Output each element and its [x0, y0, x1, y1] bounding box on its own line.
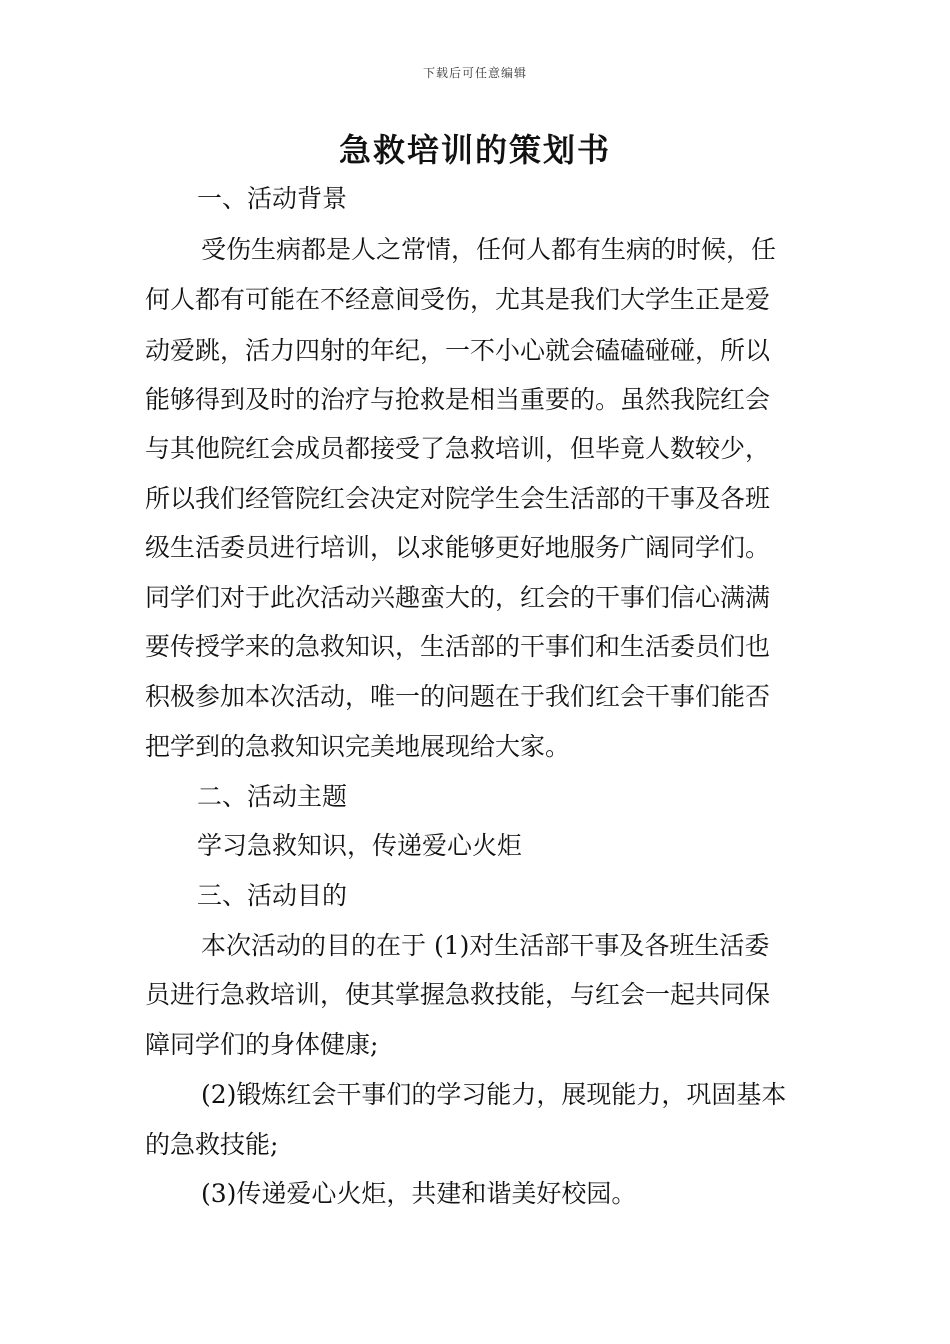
document-title: 急救培训的策划书	[338, 131, 611, 169]
body-line: 的急救技能;	[145, 1130, 279, 1159]
body-line: 把学到的急救知识完美地展现给大家。	[145, 732, 571, 761]
body-line: 本次活动的目的在于 (1)对生活部干事及各班生活委	[201, 931, 770, 960]
body-line: 与其他院红会成员都接受了急救培训，但毕竟人数较少，	[145, 434, 771, 463]
body-line: 何人都有可能在不经意间受伤，尤其是我们大学生正是爱	[145, 285, 771, 314]
body-line: 所以我们经管院红会决定对院学生会生活部的干事及各班	[145, 484, 771, 513]
body-line: 级生活委员进行培训，以求能够更好地服务广阔同学们。	[145, 533, 771, 562]
body-line: (2)锻炼红会干事们的学习能力，展现能力，巩固基本	[201, 1080, 787, 1109]
section-heading-purpose: 三、活动目的	[197, 881, 348, 910]
body-line: 障同学们的身体健康;	[145, 1030, 379, 1059]
section-heading-background: 一、活动背景	[197, 184, 348, 213]
body-line: 同学们对于此次活动兴趣蛮大的，红会的干事们信心满满	[145, 583, 771, 612]
body-line: 要传授学来的急救知识，生活部的干事们和生活委员们也	[145, 632, 771, 661]
body-line: (3)传递爱心火炬，共建和谐美好校园。	[201, 1179, 637, 1208]
theme-text: 学习急救知识，传递爱心火炬	[197, 831, 523, 860]
body-line: 员进行急救培训，使其掌握急救技能，与红会一起共同保	[145, 980, 771, 1009]
body-line: 能够得到及时的治疗与抢救是相当重要的。虽然我院红会	[145, 385, 771, 414]
section-heading-theme: 二、活动主题	[197, 782, 348, 811]
header-note: 下载后可任意编辑	[422, 66, 527, 80]
body-line: 积极参加本次活动，唯一的问题在于我们红会干事们能否	[145, 682, 771, 711]
body-line: 动爱跳，活力四射的年纪，一不小心就会磕磕碰碰，所以	[145, 336, 771, 365]
body-line: 受伤生病都是人之常情，任何人都有生病的时候，任	[201, 235, 777, 264]
